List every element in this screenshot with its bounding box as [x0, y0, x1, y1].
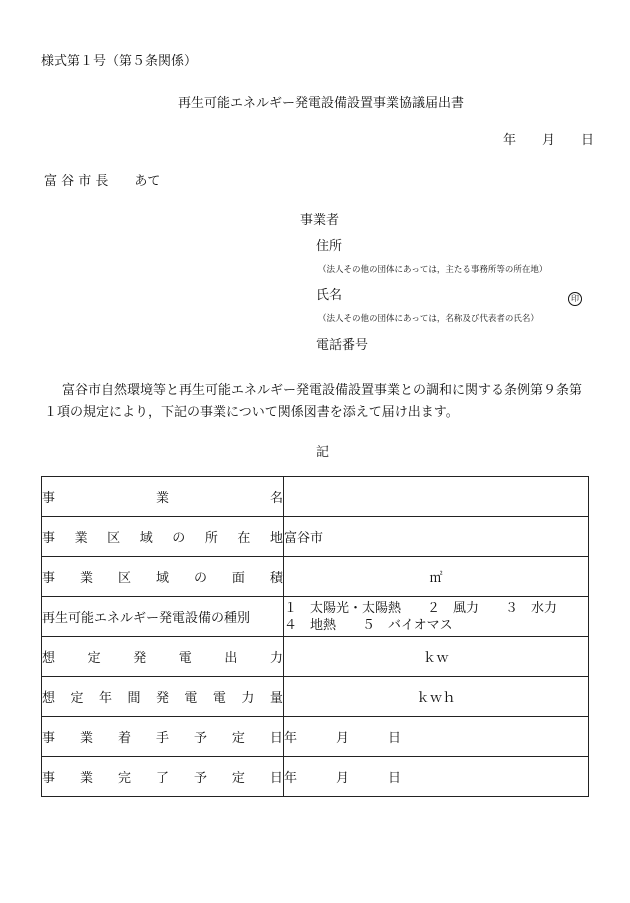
label-char: 区: [107, 531, 121, 546]
label-char: 地: [269, 531, 283, 546]
label-end-date: [42, 767, 283, 786]
label-char: の: [172, 531, 186, 546]
label-char: 業: [155, 491, 169, 506]
label-char: 業: [79, 571, 93, 586]
form-number: 様式第１号（第５条関係）: [41, 54, 198, 69]
label-char: 予: [193, 771, 207, 786]
label-char: 事: [42, 571, 56, 586]
output-field[interactable]: ｋｗ: [284, 637, 589, 677]
table-row: [42, 717, 589, 757]
label-char: 在: [237, 531, 251, 546]
label-char: 定: [70, 691, 84, 706]
table-row: [42, 757, 589, 797]
label-char: 域: [155, 571, 169, 586]
label-cell: [42, 477, 284, 517]
label-char: 想: [42, 651, 56, 666]
label-char: 名: [269, 491, 283, 506]
business-name-field[interactable]: [284, 477, 589, 517]
label-char: 想: [42, 691, 56, 706]
label-cell: [42, 637, 284, 677]
label-char: 手: [155, 731, 169, 746]
table-row: [42, 557, 589, 597]
table-row: [42, 517, 589, 557]
label-area: [42, 567, 283, 586]
annual-energy-field[interactable]: ｋｗｈ: [284, 677, 589, 717]
label-location: [42, 527, 283, 546]
label-cell: [42, 597, 284, 637]
location-field[interactable]: 富谷市: [284, 517, 589, 557]
label-char: 間: [127, 691, 141, 706]
label-char: 業: [74, 531, 88, 546]
phone-label: 電話番号: [316, 338, 369, 353]
label-cell: [42, 757, 284, 797]
label-char: 完: [117, 771, 131, 786]
table-row: [42, 637, 589, 677]
label-char: 業: [79, 731, 93, 746]
label-char: 域: [139, 531, 153, 546]
applicant-heading: 事業者: [300, 213, 340, 228]
address-note: （法人その他の団体にあっては，主たる事務所等の所在地）: [318, 265, 548, 275]
addressee: 富 谷 市 長 あて: [44, 174, 161, 189]
name-label: 氏名: [316, 288, 343, 303]
label-start-date: [42, 727, 283, 746]
label-char: 力: [241, 691, 255, 706]
equipment-options-line1: １ 太陽光・太陽熱 ２ 風力 ３ 水力: [284, 600, 558, 616]
label-cell: [42, 557, 284, 597]
label-output: [42, 647, 283, 666]
details-table: [41, 476, 589, 797]
label-char: 電: [212, 691, 226, 706]
table-row: [42, 677, 589, 717]
label-cell: [42, 717, 284, 757]
label-char: 日: [269, 771, 283, 786]
page-title: 再生可能エネルギー発電設備設置事業協議届出書: [178, 96, 465, 111]
label-char: 事: [42, 491, 56, 506]
seal-icon: 印: [568, 292, 582, 306]
label-char: 事: [42, 771, 56, 786]
label-char: 事: [42, 731, 56, 746]
body-text-line2: １項の規定により，下記の事業について関係図書を添えて届け出ます。: [44, 405, 459, 420]
label-char: の: [193, 571, 207, 586]
label-cell: [42, 677, 284, 717]
label-char: 定: [87, 651, 101, 666]
end-date-field[interactable]: 年 月 日: [284, 757, 589, 797]
label-char: 力: [269, 651, 283, 666]
label-char: 出: [224, 651, 238, 666]
label-char: 電: [184, 691, 198, 706]
name-note: （法人その他の団体にあっては，名称及び代表者の氏名）: [318, 314, 539, 324]
equipment-options-line2: ４ 地熱 ５ バイオマス: [284, 617, 453, 633]
label-cell: [42, 517, 284, 557]
table-row: [42, 477, 589, 517]
label-char: 発: [133, 651, 147, 666]
body-text-line1: 富谷市自然環境等と再生可能エネルギー発電設備設置事業との調和に関する条例第９条第: [62, 383, 583, 398]
label-char: 年: [98, 691, 112, 706]
address-label: 住所: [316, 239, 343, 254]
start-date-field[interactable]: 年 月 日: [284, 717, 589, 757]
table-row: [42, 597, 589, 637]
label-char: 日: [269, 731, 283, 746]
label-annual-energy: [42, 687, 283, 706]
label-equipment-type: 再生可能エネルギー発電設備の種別: [42, 611, 251, 626]
label-char: 予: [193, 731, 207, 746]
ki-heading: 記: [316, 445, 330, 460]
label-char: 所: [204, 531, 218, 546]
label-business-name: [42, 487, 283, 506]
label-char: 電: [178, 651, 192, 666]
label-char: 定: [231, 731, 245, 746]
label-char: 区: [117, 571, 131, 586]
label-char: 面: [231, 571, 245, 586]
area-field[interactable]: ㎡: [284, 557, 589, 597]
equipment-type-field[interactable]: [284, 597, 589, 637]
date-line: 年 月 日: [503, 133, 595, 148]
label-char: 着: [117, 731, 131, 746]
label-char: 事: [42, 531, 56, 546]
label-char: 積: [269, 571, 283, 586]
label-char: 業: [79, 771, 93, 786]
seal-mark: [568, 286, 582, 306]
label-char: 了: [155, 771, 169, 786]
label-char: 量: [269, 691, 283, 706]
label-char: 定: [231, 771, 245, 786]
label-char: 発: [155, 691, 169, 706]
